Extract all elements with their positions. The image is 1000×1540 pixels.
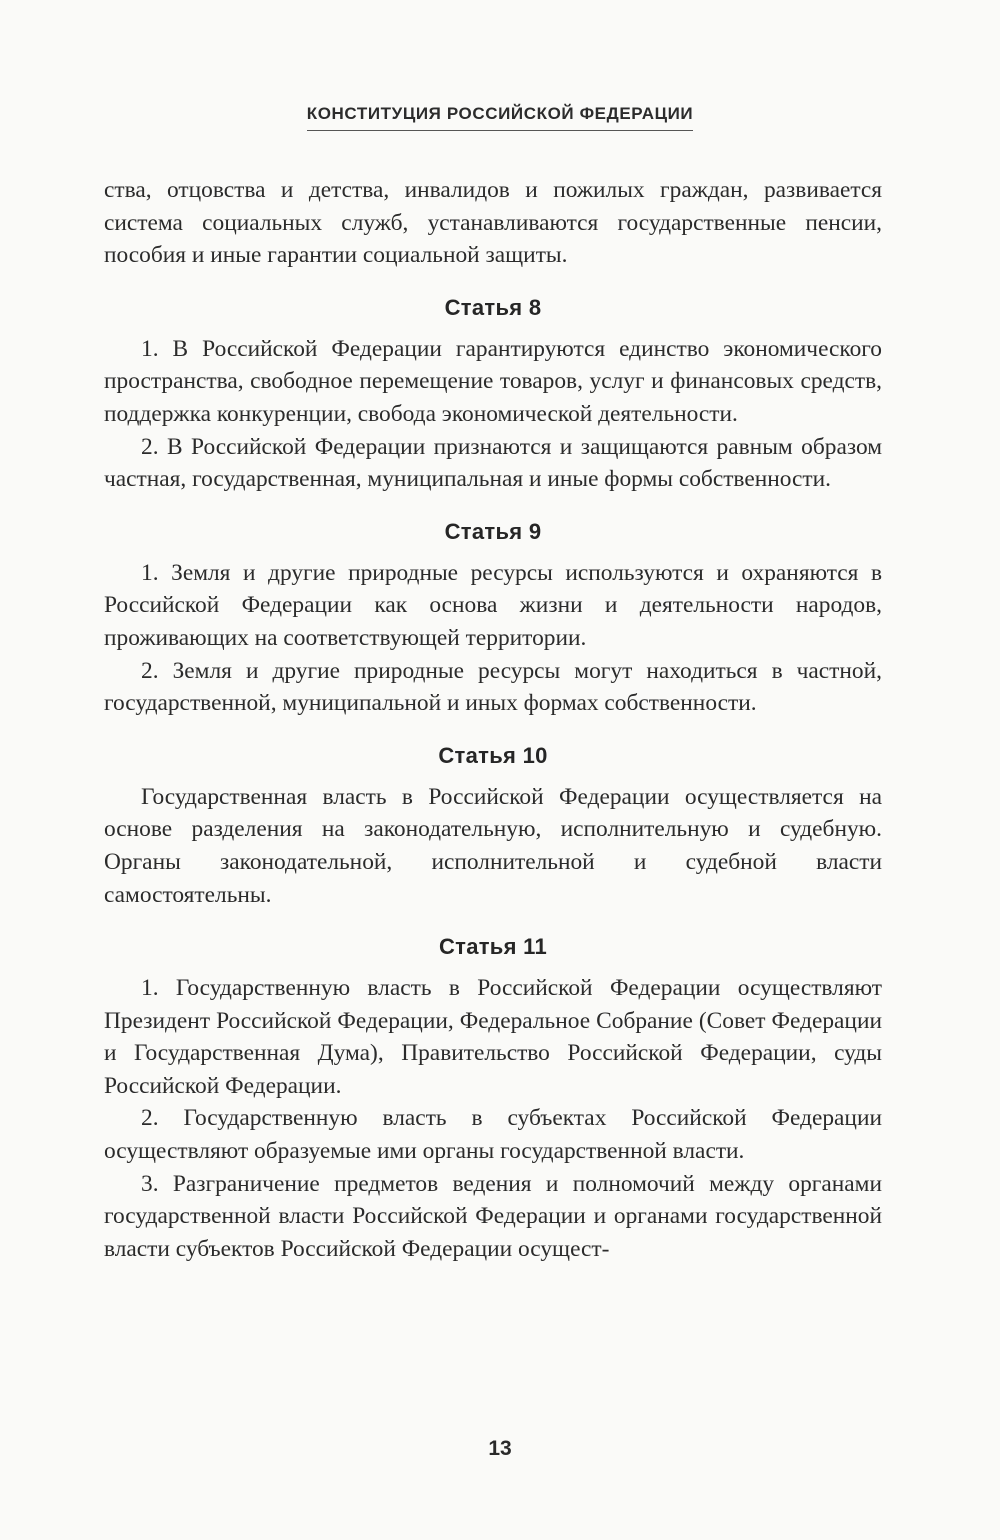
article-paragraph: 1. Земля и другие природные ресурсы используются и охраняются в Российской Федерации как основа жизни и деятельности народов, проживающих на соответствующей территории. <box>104 559 882 651</box>
article-9 <box>104 519 882 720</box>
continuation-paragraph: ства, отцовства и детства, инвалидов и пожилых граждан, развивается система социальных служб, устанавливаются государственные пенсии, пособия и иные гарантии социальной защиты. <box>104 177 882 269</box>
article-8 <box>104 295 882 496</box>
article-heading: Статья 11 <box>438 934 548 960</box>
article-heading: Статья 8 <box>444 294 542 320</box>
running-title: КОНСТИТУЦИЯ РОССИЙСКОЙ ФЕДЕРАЦИИ <box>307 104 694 131</box>
article-heading: Статья 10 <box>438 742 548 768</box>
running-header <box>0 104 1000 131</box>
article-paragraph: 2. Земля и другие природные ресурсы могут находиться в частной, государственной, муниципальной и иных формах собственности. <box>104 657 882 717</box>
page-body <box>104 174 882 1265</box>
article-paragraph: 2. В Российской Федерации признаются и защищаются равным образом частная, государственная, муниципальная и иные формы собственности. <box>104 433 882 493</box>
article-paragraph: 1. В Российской Федерации гарантируются единство экономического пространства, свободное перемещение товаров, услуг и финансовых средств, поддержка конкуренции, свобода экономической деятельности. <box>104 335 882 427</box>
article-11 <box>104 934 882 1265</box>
article-paragraph: Государственная власть в Российской Федерации осуществляется на основе разделения на законодательную, исполнительную и судебную. Органы законодательной, исполнительной и судебной власти самостоятельны. <box>104 783 882 908</box>
article-10 <box>104 743 882 911</box>
article-heading: Статья 9 <box>444 518 542 544</box>
article-paragraph: 2. Государственную власть в субъектах Российской Федерации осуществляют образуемые ими органы государственной власти. <box>104 1105 882 1165</box>
page-number: 13 <box>488 1437 512 1460</box>
article-paragraph: 3. Разграничение предметов ведения и полномочий между органами государственной власти Российской Федерации и органами государственной власти субъектов Российской Федерации осущест- <box>104 1170 882 1262</box>
article-paragraph: 1. Государственную власть в Российской Федерации осуществляют Президент Российской Федерации, Федеральное Собрание (Совет Федерации и Государственная Дума), Правительство Российской Федерации, суды Российской Федерации. <box>104 975 882 1099</box>
